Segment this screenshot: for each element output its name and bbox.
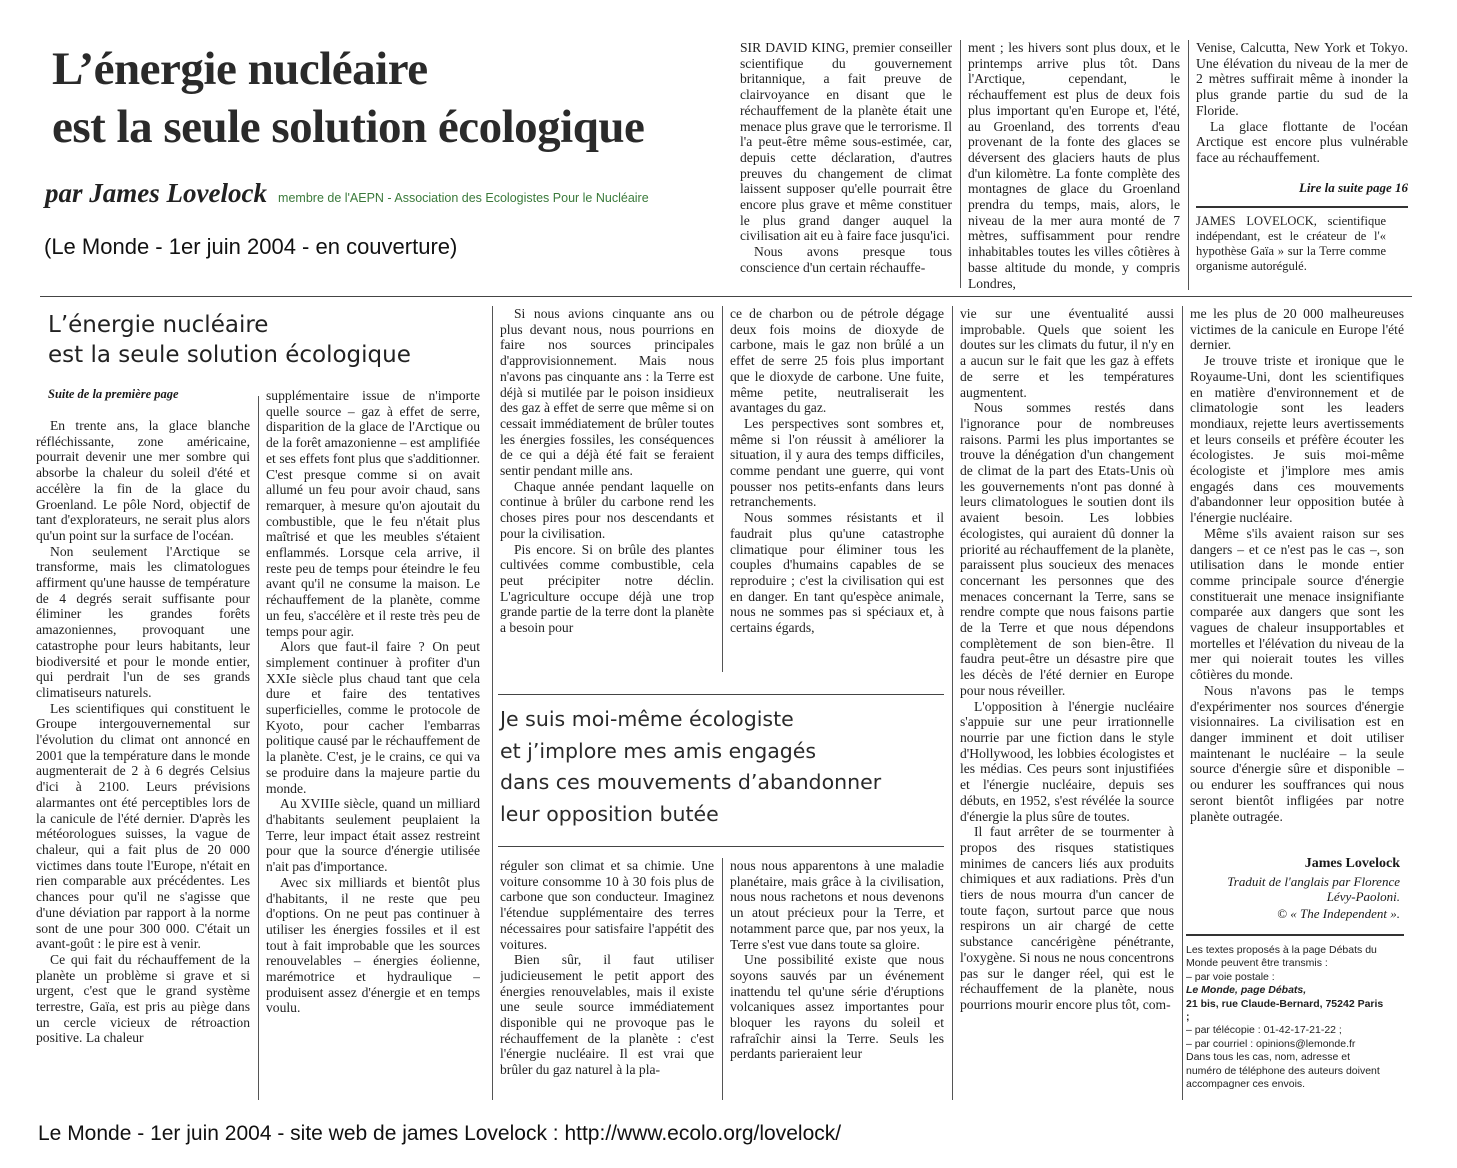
info-line: – par voie postale : [1186, 970, 1275, 983]
paragraph: supplémentaire issue de n'importe quelle source – gaz à effet de serre, disparition de la glace de l'Arctique ou de la forêt amazonienne – est amplifiée et ses effets font plus que s'additionner. C'est presque comme si on avait allumé un feu pour avoir chaud, sans remarquer, à mesure qu'on ajoutait du combustible, que le feu n'était plus maîtrisé et que les meubles s'étaient enflammés. Lorsque cela arrive, il reste peu de temps pour éteindre le feu avant qu'il ne consume la maison. Le réchauffement de la planète, comme un feu, s'accélère et il reste très peu de temps pour agir. [266, 388, 480, 639]
paragraph: La glace flottante de l'océan Arctique est encore plus vulnérable face au réchauffement. [1196, 118, 1408, 164]
caption-bottom: Le Monde - 1er juin 2004 - site web de james Lovelock : http://www.ecolo.org/lovelock/ [38, 1122, 842, 1145]
inside-col-3 [500, 306, 714, 672]
author-byline: par James Lovelock [45, 178, 267, 208]
info-line: – par courriel : opinions@lemonde.fr [1186, 1037, 1356, 1050]
paragraph: Même s'ils avaient raison sur ses dangers – et ce n'est pas le cas –, son utilisation dans le monde entier comme principale source d'énergie constituerait une menace insignifiante comparée aux dangers que sont les vagues de chaleur insupportables et mortelles et l'élévation du niveau de la mer qui noierait toutes les villes côtières du monde. [1190, 525, 1404, 683]
inside-col-3b [500, 858, 714, 1098]
inside-col-1 [36, 418, 250, 1098]
inside-col-2 [266, 388, 480, 1098]
column-divider [492, 306, 493, 1100]
pullquote-rule-bottom [498, 846, 944, 847]
column-divider [722, 306, 723, 672]
inside-headline-line1: L’énergie nucléaire [48, 312, 269, 338]
paragraph: Les scientifiques qui constituent le Groupe intergouvernemental sur l'évolution du climat ont annoncé en 2001 que la température dans le monde augmenterait de 2 à 6 degrés Celsius d'ici à 2100. Leurs prévisions alarmantes ont été perceptibles lors de la canicule de l'été dernier. D'après les météorologues suisses, la vague de chaleur, qui a fait plus de 20 000 victimes dans toute l'Europe, n'était en rien comparable aux précédentes. Les chances pour qu'il ne s'agisse que d'une déviation par rapport à la norme sont de une pour 300 000. C'était un avant-goût : le pire est à venir. [36, 700, 250, 952]
pull-quote-line: dans ces mouvements d’abandonner [500, 770, 882, 794]
paragraph: Avec six milliards et bientôt plus d'habitants, il ne reste que peu d'options. On ne peut pas continuer à utiliser les énergies fossiles et il est tout à fait improbable que les sources renouvelables – énergies éolienne, marémotrice et hydraulique – produisent assez d'énergie et en temps voulu. [266, 874, 480, 1016]
paragraph: Ce qui fait du réchauffement de la planète un problème si grave et si urgent, c'est que le grand système terrestre, Gaïa, est pris au piège dans un cercle vicieux de rétroaction positive. La chaleur [36, 951, 250, 1046]
info-line: Les textes proposés à la page Débats du Monde peuvent être transmis : [1186, 944, 1377, 970]
continued-note: Lire la suite page 16 [1298, 180, 1408, 195]
submission-info [1186, 944, 1386, 1091]
section-rule [40, 296, 1412, 297]
paragraph: ce de charbon ou de pétrole dégage deux fois moins de dioxyde de carbone, mais le gaz non brûlé a un effet de serre 25 fois plus important que le dioxyde de carbone. Une fuite, même petite, neutraliserait les avantages du gaz. [730, 306, 944, 416]
inside-col-4 [730, 306, 944, 672]
continued-from: Suite de la première page [48, 387, 179, 401]
headline [52, 40, 692, 156]
inside-headline [48, 310, 488, 370]
paragraph: En trente ans, la glace blanche réfléchissante, zone américaine, pourrait devenir une mer sombre qui absorbe la chaleur du soleil d'été et accélère la fin de la glace du Groenland. Le pôle Nord, objectif de tant d'explorateurs, ne serait plus alors qu'un point sur la surface de l'océan. [36, 418, 250, 543]
inside-headline-line2: est la seule solution écologique [48, 342, 411, 368]
pullquote-rule-top [498, 694, 944, 695]
paragraph: Non seulement l'Arctique se transforme, mais les climatologues affirment qu'une hausse de température de 4 degrés serait suffisante pour éliminer les grandes forêts amazoniennes, provoquant une catastrophe pour leurs habitants, leur biodiversité et pour le monde entier, qui perdrait l'un de ses grands climatiseurs naturels. [36, 543, 250, 700]
paragraph: Nous avons presque tous conscience d'un certain réchauffe- [740, 244, 952, 275]
inside-col-6 [1190, 306, 1404, 846]
paragraph: nous nous apparentons à une maladie planétaire, mais grâce à la civilisation, nous nous rachetons et nous devenons un atout précieux pour la Terre, et notamment parce que, par nos yeux, la Terre s'est vue dans toute sa gloire. [730, 858, 944, 952]
inside-col-5 [960, 306, 1174, 1098]
paragraph: ment ; les hivers sont plus doux, et le printemps arrive plus tôt. Dans l'Arctique, cependant, le réchauffement est plus de deux fois plus important qu'en Europe et, l'été, au Groenland, des torrents d'eau provenant de la fonte des glaces se déversent des glaciers hauts de plus d'un kilomètre. La fonte complète des montagnes de glace du Groenland prendra du temps, mais, alors, le niveau de la mer aura monté de 7 mètres, suffisamment pour rendre inhabitables toutes les villes côtières à basse altitude du monde, y compris Londres, [968, 40, 1180, 290]
paragraph: Bien sûr, il faut utiliser judicieusement le petit apport des énergies renouvelables, mais il existe une seule source immédiatement disponible qui ne provoque pas le réchauffement de la planète : c'est l'énergie nucléaire. Il est vrai que brûler du gaz naturel à la pla- [500, 952, 714, 1078]
headline-line1: L’énergie nucléaire [52, 43, 428, 95]
caption-top: (Le Monde - 1er juin 2004 - en couverture) [44, 234, 458, 259]
column-divider [952, 306, 953, 1100]
paragraph: Nous sommes restés dans l'ignorance pour de nombreuses raisons. Parmi les plus importantes se trouve la dénégation d'un changement de climat de la part des Etats-Unis où les gouvernements n'ont pas donné à leurs climatologues le soutien dont ils avaient besoin. Les lobbies écologistes, qui auraient dû donner la priorité au réchauffement de la planète, paraissent plus soucieux des menaces concernant les personnes que des menaces concernant la Terre, sans se rendre compte que nous faisons partie de la Terre et que nous dépendons complètement de son bien-être. Il faudra peut-être un désastre pire que les décès de l'été dernier en Europe pour nous réveiller. [960, 400, 1174, 698]
paragraph: Si nous avions cinquante ans ou plus devant nous, nous pourrions en faire nos sources principales d'approvisionnement. Mais nous n'avons pas cinquante ans : la Terre est déjà si mutilée par le poison insidieux des gaz à effet de serre que même si on cessait immédiatement de brûler toutes les énergies fossiles, les conséquences de ce qui a déjà été fait se feraient sentir pendant mille ans. [500, 306, 714, 479]
paragraph: Les perspectives sont sombres et, même si l'on réussit à améliorer la situation, il y aura des temps difficiles, comme pendant une guerre, qui vont pousser nos petits-enfants dans leurs retranchements. [730, 415, 944, 510]
info-line: Le Monde, page Débats, [1186, 984, 1307, 997]
paragraph: L'opposition à l'énergie nucléaire s'appuie sur une peur irrationnelle nourrie par une fiction dans le style d'Hollywood, les lobbies écologistes et les médias. Ces peurs sont injustifiées et l'énergie nucléaire, depuis ses débuts, en 1952, s'est révélée la source d'énergie la plus sûre de toutes. [960, 698, 1174, 824]
pull-quote-line: Je suis moi-même écologiste [500, 707, 794, 731]
paragraph: Pis encore. Si on brûle des plantes cultivées comme combustible, cela peut précipiter notre déclin. L'agriculture occupe déjà une trop grande partie de la terre dont la planète a besoin pour [500, 541, 714, 636]
info-line: Dans tous les cas, nom, adresse et numéro de téléphone des auteurs doivent accompagner ces envois. [1186, 1051, 1380, 1091]
rule [1196, 206, 1408, 208]
paragraph: réguler son climat et sa chimie. Une voiture consomme 10 à 30 fois plus de carbone que son conducteur. Imaginez l'étendue supplémentaire des terres nécessaires pour satisfaire l'appétit des voitures. [500, 858, 714, 952]
paragraph: Il faut arrêter de se tourmenter à propos des risques statistiques minimes de cancers liés aux produits chimiques et aux radiations. Près d'un tiers de nous mourra d'un cancer de toute façon, surtout parce que nous respirons un air chargé de cette substance cancérigène pénétrante, l'oxygène. Si nous ne nous concentrons pas sur le danger réel, qui est le réchauffement de la planète, nous pourrions mourir encore plus tôt, com- [960, 824, 1174, 1012]
front-col-2 [968, 40, 1180, 290]
column-divider [1182, 306, 1183, 1100]
front-col-3 [1196, 40, 1408, 164]
pull-quote [500, 704, 940, 830]
paragraph: Une possibilité existe que nous soyons sauvés par un événement inattendu tel qu'une série d'éruptions volcaniques assez importantes pour bloquer les rayons du soleil et rafraîchir ainsi la Terre. Seuls les perdants parieraient leur [730, 952, 944, 1062]
paragraph: Au XVIIIe siècle, quand un milliard d'habitants seulement peuplaient la Terre, leur impact était assez restreint pour que la source d'énergie utilisée n'ait pas d'importance. [266, 796, 480, 875]
paragraph: me les plus de 20 000 malheureuses victimes de la canicule en Europe l'été dernier. [1190, 306, 1404, 353]
inside-col-4b [730, 858, 944, 1098]
membership-note: membre de l'AEPN - Association des Ecologistes Pour le Nucléaire [278, 191, 649, 205]
column-divider [960, 40, 961, 288]
signature: James Lovelock [1304, 856, 1400, 871]
author-note: JAMES LOVELOCK, scientifique indépendant, est le créateur de l'« hypothèse Gaïa » sur la Terre comme organisme autorégulé. [1196, 214, 1386, 273]
paragraph: SIR DAVID KING, premier conseiller scientifique du gouvernement britannique, a fait preuve de clairvoyance en disant que le réchauffement de la planète était une menace plus grave que le terrorisme. Il l'a peut-être même sous-estimée, car, depuis cette déclaration, d'autres preuves du changement de climat laissent supposer qu'elle pourrait être encore plus grave et même constituer le plus grand danger auquel la civilisation ait eu à faire face jusqu'ici. [740, 40, 952, 244]
column-divider [1188, 40, 1189, 290]
info-line: 21 bis, rue Claude-Bernard, 75242 Paris ; [1186, 997, 1384, 1024]
byline [45, 178, 649, 209]
paragraph: Venise, Calcutta, New York et Tokyo. Une élévation du niveau de la mer de 2 mètres suffirait même à inonder la plus grande partie du sud de la Floride. [1196, 40, 1408, 118]
paragraph: Je trouve triste et ironique que le Royaume-Uni, dont les scientifiques en matière d'environnement et de climatologie sont les leaders mondiaux, rejette leurs avertissements et leurs conseils et préfère écouter les écologistes. Je suis moi-même écologiste et j'implore mes amis engagés dans ces mouvements d'abandonner leur opposition butée à l'énergie nucléaire. [1190, 353, 1404, 526]
paragraph: Alors que faut-il faire ? On peut simplement continuer à profiter d'un XXIe siècle plus chaud tant que cela dure et faire des tentatives superficielles, comme le protocole de Kyoto, pour cacher l'embarras politique causé par le réchauffement de la planète. C'est, je le crains, ce qui va se produire dans la majeure partie du monde. [266, 639, 480, 796]
column-divider [722, 858, 723, 1100]
info-line: – par télécopie : 01-42-17-21-22 ; [1186, 1024, 1342, 1037]
pull-quote-line: et j’implore mes amis engagés [500, 738, 817, 763]
paragraph: vie sur une éventualité aussi improbable. Quels que soient les doutes sur les climats du futur, il n'y en a aucun sur le fait que les gaz à effets de serre et les températures augmentent. [960, 306, 1174, 400]
paragraph: Nous sommes résistants et il faudrait plus qu'une catastrophe climatique pour éliminer tous les couples d'humains capables de se reproduire ; c'est la civilisation qui est en danger. En tant qu'espèce animale, nous ne sommes pas si spéciaux et, à certains égards, [730, 510, 944, 636]
pull-quote-line: leur opposition butée [500, 801, 719, 826]
column-divider [258, 396, 259, 1100]
rule [1186, 934, 1404, 936]
paragraph: Nous n'avons pas le temps d'expérimenter nos sources d'énergie visionnaires. La civilisation est en danger imminent et doit utiliser maintenant le nucléaire – la seule source d'énergie sûre et disponible – ou endurer les souffrances qui nous seront bientôt infligées par notre planète outragée. [1190, 682, 1404, 824]
front-col-1 [740, 40, 952, 284]
headline-line2: est la seule solution écologique [52, 101, 645, 153]
paragraph: Chaque année pendant laquelle on continue à brûler du carbone rend les choses pires pour nos descendants et pour la civilisation. [500, 478, 714, 541]
copyright: © « The Independent ». [1277, 906, 1400, 921]
translation-credit: Traduit de l'anglais par Florence Lévy-Paoloni. [1227, 874, 1400, 904]
